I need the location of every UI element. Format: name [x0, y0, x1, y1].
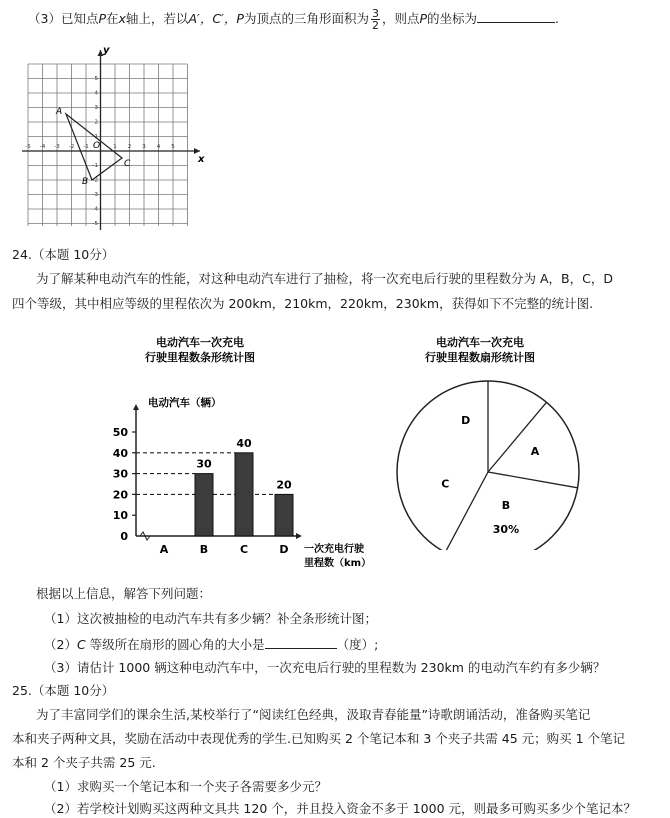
pie-chart — [380, 330, 580, 550]
coordinate-grid-figure — [14, 44, 210, 238]
x-tick: -2 — [68, 144, 75, 150]
q25-question-1: （1）求购买一个笔记本和一个夹子各需要多少元？ — [44, 779, 327, 794]
bar-chart-marks — [113, 404, 302, 556]
bar-d — [275, 494, 293, 536]
y-tick: 4 — [94, 90, 98, 97]
q24-question-2 — [44, 635, 378, 653]
q24-heading: 24.（本题 10分） — [12, 247, 115, 262]
x-tick: -4 — [39, 144, 46, 150]
bar-chart-y-label: 电动汽车（辆） — [148, 397, 222, 409]
bar-c — [235, 453, 253, 536]
q24-q2-prefix: （2） — [44, 637, 77, 652]
grid-lines — [28, 64, 188, 226]
bar-value-label: 20 — [276, 478, 292, 492]
x-tick: -5 — [25, 144, 31, 150]
var-p: P — [98, 11, 106, 26]
q24-question-3: （3）请估计 1000 辆这种电动汽车中，一次充电后行驶的里程数为 230km 的电动汽车约有多少辆？ — [44, 660, 606, 675]
category-label: C — [239, 543, 249, 556]
y-tick: 5 — [94, 76, 98, 82]
point-b-label: B — [82, 177, 89, 187]
q23-part3-text — [28, 6, 559, 32]
point-c-label: C — [124, 159, 131, 169]
y-tick: -3 — [92, 192, 98, 198]
var-x: x — [118, 11, 126, 26]
q24-intro-line-1: 为了解某种电动汽车的性能，对这种电动汽车进行了抽检，将一次充电后行驶的里程数分为 A，B，C，D — [36, 271, 613, 286]
y-tick-label: 10 — [112, 509, 128, 523]
y-tick-label: 40 — [112, 446, 128, 460]
q24-question-1: （1）这次被抽检的电动汽车共有多少辆？补全条形统计图； — [44, 611, 377, 626]
var-c: C — [76, 637, 86, 652]
x-tick: -3 — [54, 144, 60, 150]
y-tick-label: 30 — [112, 467, 128, 481]
category-label: D — [279, 543, 289, 556]
pie-slice-label: B — [501, 498, 511, 512]
y-axis-arrow-icon — [133, 404, 139, 410]
fraction-denominator: 2 — [371, 19, 379, 32]
x-tick: 3 — [142, 144, 146, 150]
q25-question-2: （2）若学校计划购买这两种文具共 120 个，并且投入资金不多于 1000 元，则最多可购买多少个笔记本？ — [44, 801, 637, 816]
pie-chart-title-line-2: 行驶里程数扇形统计图 — [425, 351, 535, 364]
pie-chart-title-line-1: 电动汽车一次充电 — [436, 336, 524, 349]
pie-chart-marks — [397, 381, 579, 550]
x-tick: -1 — [83, 144, 89, 150]
q25-paragraph-line-2: 本和夹子两种文具，奖励在活动中表现优秀的学生.已知购买 2 个笔记本和 3 个夹子共需 45 元；购买 1 个笔记 — [12, 731, 626, 746]
bar-chart — [100, 330, 390, 580]
x-tick: 4 — [156, 144, 161, 150]
y-tick: -5 — [92, 221, 98, 227]
q23-period: . — [555, 11, 560, 26]
pie-slice-label: A — [530, 444, 540, 458]
q24-q2-unit: （度）; — [336, 637, 379, 652]
y-tick-label: 50 — [112, 426, 128, 439]
answer-blank-q23[interactable] — [477, 8, 555, 23]
pie-slice-percent: 30% — [492, 522, 520, 536]
y-tick: -4 — [92, 206, 98, 213]
bar-chart-title-line-2: 行驶里程数条形统计图 — [145, 351, 255, 364]
bar-chart-x-label-line-1: 一次充电行驶 — [304, 544, 364, 555]
q25-heading: 25.（本题 10分） — [12, 683, 115, 698]
bar-chart-title-line-1: 电动汽车一次充电 — [156, 336, 244, 349]
q23-text-f: 的坐标为 — [427, 11, 478, 26]
fraction-numerator: 3 — [371, 7, 379, 20]
origin-label: O — [93, 141, 101, 151]
q24-q2-text: 等级所在扇形的圆心角的大小是 — [85, 637, 265, 652]
x-tick: 5 — [171, 144, 175, 150]
q23-points: A′，C′，P — [188, 11, 244, 26]
x-tick: 1 — [113, 144, 117, 150]
bar-b — [195, 474, 213, 536]
point-a-label: A — [56, 107, 63, 117]
y-axis-label: y — [103, 45, 110, 56]
bar-chart-x-label-line-2: 里程数（km） — [304, 558, 372, 569]
q23-text-d: 为顶点的三角形面积为 — [243, 11, 369, 26]
q23-text-e: ，则点 — [381, 11, 420, 26]
q23-text-a: （3）已知点 — [28, 11, 99, 26]
y-tick: 3 — [94, 105, 98, 111]
x-tick: 2 — [127, 144, 132, 150]
pie-slice-label: C — [441, 477, 450, 491]
q25-paragraph-line-1: 为了丰富同学们的课余生活,某校举行了“阅读红色经典，汲取青春能量”诗歌朗诵活动，准备购买笔记 — [36, 707, 591, 722]
x-axis-arrow-icon — [296, 533, 302, 539]
var-p-2: P — [419, 11, 428, 26]
bar-value-label: 30 — [196, 457, 212, 471]
q23-text-c: 轴上，若以 — [125, 11, 189, 26]
x-axis-label: x — [198, 154, 205, 165]
y-tick: 1 — [94, 134, 98, 140]
q23-text-b: 在 — [106, 11, 119, 26]
bar-value-label: 40 — [236, 436, 252, 450]
category-label: A — [159, 543, 169, 556]
y-tick: -1 — [92, 163, 98, 169]
q24-after-text: 根据以上信息，解答下列问题： — [36, 586, 212, 601]
category-label: B — [199, 543, 209, 556]
q24-intro-line-2: 四个等级，其中相应等级的里程依次为 200km，210km，220km，230km，获得如下不完整的统计图. — [12, 296, 594, 311]
y-tick-label: 0 — [120, 530, 128, 543]
y-tick-label: 20 — [112, 488, 128, 502]
answer-blank-q24[interactable] — [265, 635, 337, 649]
y-tick: 2 — [94, 119, 98, 126]
y-tick: -2 — [92, 177, 98, 184]
q25-paragraph-line-3: 本和 2 个夹子共需 25 元. — [12, 755, 156, 770]
pie-slice-label: D — [461, 414, 471, 428]
fraction-3-2 — [371, 8, 380, 31]
